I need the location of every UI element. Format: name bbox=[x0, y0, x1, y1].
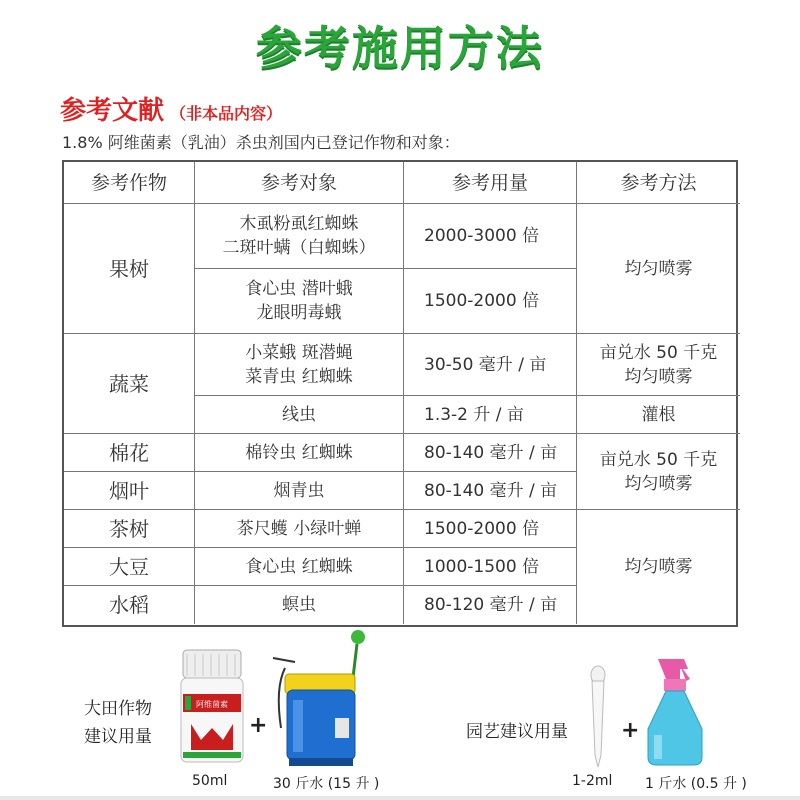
target-line: 二斑叶螨（白蜘蛛） bbox=[222, 238, 376, 258]
amount-cell: 80-140 毫升 / 亩 bbox=[404, 472, 577, 510]
target-line: 木虱粉虱红蜘蛛 bbox=[239, 214, 359, 234]
header-method: 参考方法 bbox=[577, 162, 740, 204]
method-line: 均匀喷雾 bbox=[624, 473, 693, 494]
reference-title: 参考文献 bbox=[60, 96, 165, 126]
crop-cell: 大豆 bbox=[64, 548, 195, 586]
method-cell: 均匀喷雾 bbox=[577, 204, 740, 334]
plus-sign: + bbox=[249, 713, 268, 738]
reference-heading bbox=[60, 90, 282, 127]
field-crop-label-line: 建议用量 bbox=[84, 727, 152, 747]
method-cell bbox=[577, 334, 740, 396]
header-amount: 参考用量 bbox=[404, 162, 577, 204]
target-line: 菜青虫 红蜘蛛 bbox=[245, 366, 353, 387]
target-cell bbox=[195, 204, 404, 269]
garden-label: 园艺建议用量 bbox=[466, 722, 568, 742]
intro-text: 1.8% 阿维菌素（乳油）杀虫剂国内已登记作物和对象： bbox=[62, 133, 460, 152]
dropper-icon bbox=[583, 665, 613, 770]
backpack-sprayer-icon bbox=[265, 628, 380, 770]
target-line: 食心虫 潜叶蛾 bbox=[245, 279, 353, 299]
bottle-brand: 阿维菌素 bbox=[196, 700, 228, 709]
dropper-caption: 1-2ml bbox=[572, 773, 613, 789]
sprayer-caption: 30 斤水 (15 升 ) bbox=[273, 776, 380, 792]
crop-cell: 烟叶 bbox=[64, 472, 195, 510]
reference-note: （非本品内容） bbox=[170, 104, 283, 123]
method-cell: 灌根 bbox=[577, 396, 740, 434]
target-cell: 茶尺蠖 小绿叶蝉 bbox=[195, 510, 404, 548]
crop-cell: 蔬菜 bbox=[64, 334, 195, 434]
target-line: 小菜蛾 斑潜蝇 bbox=[245, 342, 353, 363]
crop-cell: 茶树 bbox=[64, 510, 195, 548]
method-cell: 均匀喷雾 bbox=[624, 557, 693, 577]
target-cell: 食心虫 红蜘蛛 bbox=[195, 548, 404, 586]
spray-bottle-icon bbox=[640, 655, 715, 767]
method-line: 亩兑水 50 千克 bbox=[599, 449, 718, 470]
target-cell: 烟青虫 bbox=[195, 472, 404, 510]
page-title: 参考施用方法 bbox=[256, 21, 544, 75]
amount-cell: 30-50 毫升 / 亩 bbox=[404, 334, 577, 396]
amount-cell: 80-120 毫升 / 亩 bbox=[404, 586, 577, 624]
amount-cell: 2000-3000 倍 bbox=[404, 204, 577, 269]
amount-cell: 1.3-2 升 / 亩 bbox=[404, 396, 577, 434]
amount-cell: 1000-1500 倍 bbox=[404, 548, 577, 586]
header-target: 参考对象 bbox=[195, 162, 404, 204]
method-cell bbox=[577, 434, 740, 510]
crop-cell: 水稻 bbox=[64, 586, 195, 624]
bottle-caption: 50ml bbox=[192, 773, 228, 789]
field-crop-label bbox=[84, 695, 152, 751]
amount-cell: 1500-2000 倍 bbox=[404, 510, 577, 548]
header-crop: 参考作物 bbox=[64, 162, 195, 204]
spray-bottle-caption: 1 斤水 (0.5 升 ) bbox=[645, 776, 747, 792]
field-crop-label-line: 大田作物 bbox=[84, 699, 152, 719]
target-cell: 线虫 bbox=[195, 396, 404, 434]
amount-cell: 1500-2000 倍 bbox=[404, 269, 577, 334]
method-line: 均匀喷雾 bbox=[624, 366, 693, 387]
target-line: 龙眼明毒蛾 bbox=[256, 303, 342, 323]
target-cell: 螟虫 bbox=[195, 586, 404, 624]
reference-table bbox=[62, 160, 738, 627]
crop-cell: 棉花 bbox=[64, 434, 195, 472]
plus-sign: + bbox=[621, 718, 640, 743]
target-cell: 棉铃虫 红蜘蛛 bbox=[195, 434, 404, 472]
target-cell bbox=[195, 334, 404, 396]
method-line: 亩兑水 50 千克 bbox=[599, 342, 718, 363]
pesticide-bottle-icon bbox=[175, 648, 250, 766]
target-cell bbox=[195, 269, 404, 334]
crop-cell: 果树 bbox=[64, 204, 195, 334]
amount-cell: 80-140 毫升 / 亩 bbox=[404, 434, 577, 472]
bottom-divider bbox=[0, 796, 800, 800]
